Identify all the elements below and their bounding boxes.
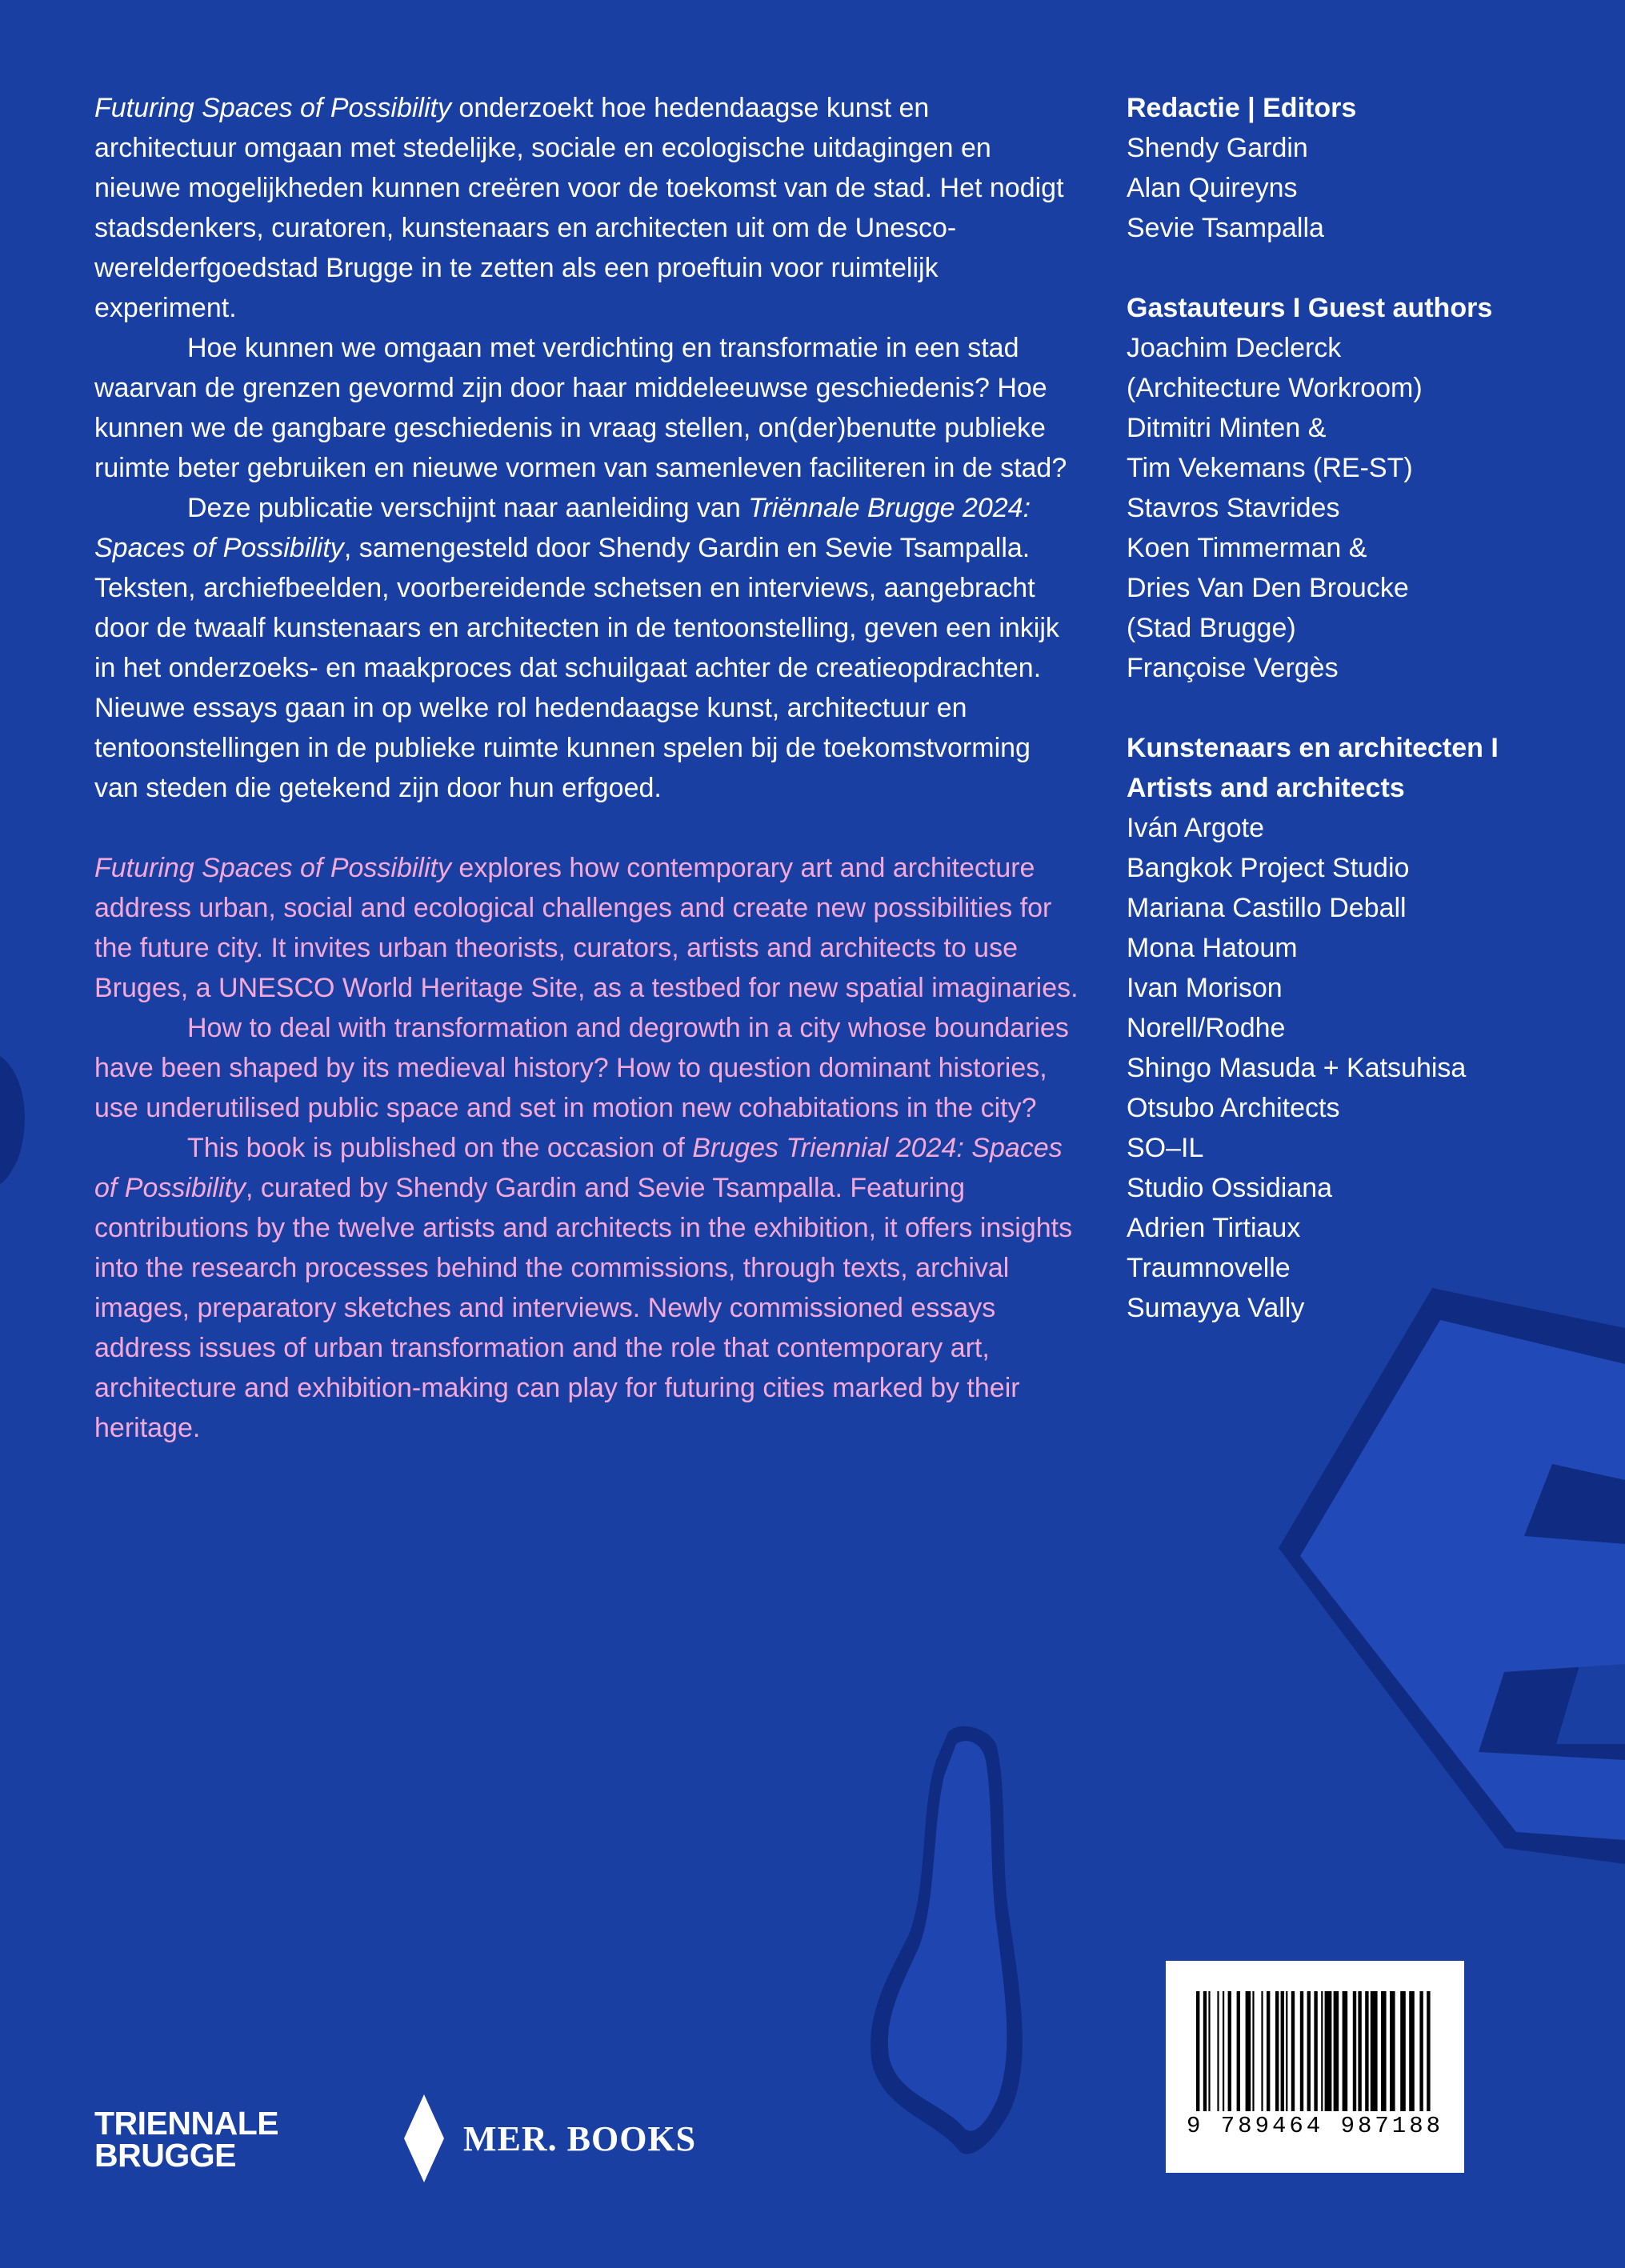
- barcode-bar: [1371, 1991, 1378, 2111]
- triennale-logo-line-2: BRUGGE: [94, 2137, 236, 2174]
- artist-line: Mona Hatoum: [1127, 933, 1298, 963]
- artist-line: Iván Argote: [1127, 813, 1265, 843]
- guest-author-line: Koen Timmerman &: [1127, 533, 1367, 563]
- barcode-bar: [1237, 1991, 1240, 2111]
- barcode-bar: [1261, 1991, 1263, 2111]
- english-paragraph-3: [94, 1128, 1079, 1448]
- artists-section: [1127, 728, 1591, 1328]
- artist-line: Norell/Rodhe: [1127, 1013, 1286, 1043]
- barcode-bar: [1307, 1991, 1311, 2111]
- barcode-bar: [1365, 1991, 1368, 2111]
- diamond-icon: [404, 2094, 444, 2182]
- barcode-bar: [1419, 1991, 1423, 2111]
- editors-section: [1127, 88, 1591, 248]
- barcode-bar: [1252, 1991, 1254, 2111]
- barcode-bar: [1409, 1991, 1415, 2111]
- blob-cutout-face: [888, 1741, 1007, 2131]
- dutch-text: [94, 88, 1079, 808]
- artists-heading-line-1: Kunstenaars en architecten I: [1127, 733, 1499, 763]
- artist-line: Ivan Morison: [1127, 973, 1283, 1003]
- guest-author-line: (Stad Brugge): [1127, 613, 1296, 643]
- artist-line: Studio Ossidiana: [1127, 1173, 1333, 1203]
- english-paragraph-2: How to deal with transformation and degrowth in a city whose boundaries have been shaped by its medieval history? How to question dominant histories, use underutilised public space and set in motion new cohabitations in the city?: [94, 1013, 1069, 1123]
- barcode-bar: [1267, 1991, 1270, 2111]
- barcode-bar: [1325, 1991, 1332, 2111]
- letter-cutout-face: [1300, 1320, 1625, 1840]
- english-text: [94, 848, 1079, 1448]
- artist-line: SO–IL: [1127, 1133, 1204, 1163]
- english-paragraph-1-text: explores how contemporary art and architecture address urban, social and ecological challenges and create new possibilities for the future city. It invites urban theorists, curators, artists and architects to use Bruges, a UNESCO World Heritage Site, as a testbed for new spatial imaginaries.: [94, 853, 1079, 1003]
- artist-line: Otsubo Architects: [1127, 1093, 1340, 1123]
- barcode-bar: [1291, 1991, 1295, 2111]
- barcode-bar: [1381, 1991, 1387, 2111]
- artist-line: Bangkok Project Studio: [1127, 853, 1410, 883]
- barcode-bar: [1208, 1991, 1210, 2111]
- barcode-bars: [1193, 1991, 1437, 2111]
- barcode-bar: [1358, 1991, 1361, 2111]
- guest-author-line: Françoise Vergès: [1127, 653, 1339, 683]
- dutch-exhibition-title: Triënnale Brugge 2024: Spaces of Possibility: [94, 493, 1031, 563]
- dutch-paragraph-3: [94, 488, 1079, 808]
- mer-books-logo: [404, 2094, 740, 2182]
- english-paragraph-1: [94, 848, 1079, 1008]
- guest-authors-heading: Gastauteurs I Guest authors: [1127, 293, 1493, 323]
- barcode-bar: [1281, 1991, 1284, 2111]
- barcode-bar: [1353, 1991, 1356, 2111]
- barcode: [1166, 1961, 1464, 2173]
- guest-author-line: Dries Van Den Broucke: [1127, 573, 1409, 603]
- barcode-bar: [1390, 1991, 1395, 2111]
- english-book-title: Futuring Spaces of Possibility: [94, 853, 451, 883]
- barcode-bar: [1217, 1991, 1219, 2111]
- guest-author-line: Joachim Declerck: [1127, 333, 1342, 363]
- dutch-paragraph-1: [94, 88, 1079, 328]
- editor-name: Alan Quireyns: [1127, 173, 1298, 203]
- english-paragraph-3-lead: This book is published on the occasion of: [187, 1133, 693, 1163]
- barcode-bar: [1275, 1991, 1279, 2111]
- barcode-bar: [1400, 1991, 1406, 2111]
- editor-name: Shendy Gardin: [1127, 133, 1308, 163]
- barcode-bar: [1334, 1991, 1339, 2111]
- triennale-brugge-logo: [94, 2105, 279, 2174]
- barcode-bar: [1286, 1991, 1287, 2111]
- guest-author-line: Tim Vekemans (RE-ST): [1127, 453, 1413, 483]
- credits-column: [1127, 88, 1591, 1368]
- guest-author-line: Ditmitri Minten &: [1127, 413, 1327, 443]
- left-edge-cutout-shape: [0, 1056, 25, 1184]
- barcode-bar: [1228, 1991, 1231, 2111]
- artist-line: Adrien Tirtiaux: [1127, 1213, 1301, 1243]
- dutch-paragraph-3-rest: , samengesteld door Shendy Gardin en Sevie Tsampalla. Teksten, archiefbeelden, voorbereidende schetsen en interviews, aangebracht door de twaalf kunstenaars en architecten in de tentoonstelling, geven een inkijk in het onderzoeks- en maakproces dat schuilgaat achter de creatieopdrachten. Nieuwe essays gaan in op welke rol hedendaagse kunst, architectuur en tentoonstellingen in de publieke ruimte kunnen spelen bij de toekomstvorming van steden die getekend zijn door hun erfgoed.: [94, 533, 1059, 803]
- artist-line: Shingo Masuda + Katsuhisa: [1127, 1053, 1467, 1083]
- barcode-bar: [1321, 1991, 1323, 2111]
- dutch-book-title: Futuring Spaces of Possibility: [94, 93, 451, 123]
- editor-name: Sevie Tsampalla: [1127, 213, 1324, 243]
- english-exhibition-title: Bruges Triennial 2024: Spaces of Possibility: [94, 1133, 1063, 1203]
- barcode-bar: [1427, 1991, 1430, 2111]
- barcode-bar: [1300, 1991, 1303, 2111]
- barcode-bar: [1196, 1991, 1199, 2111]
- dutch-paragraph-2: Hoe kunnen we omgaan met verdichting en transformatie in een stad waarvan de grenzen gevormd zijn door haar middeleeuwse geschiedenis? Hoe kunnen we de gangbare geschiedenis in vraag stellen, on(der)benutte publieke ruimte beter gebruiken en nieuwe vormen van samenleven faciliteren in de stad?: [94, 333, 1067, 483]
- artists-heading-line-2: Artists and architects: [1127, 773, 1405, 803]
- artists-heading: [1127, 728, 1591, 808]
- description-column: [94, 88, 1079, 1448]
- editors-heading: Redactie | Editors: [1127, 93, 1357, 123]
- barcode-bar: [1246, 1991, 1251, 2111]
- barcode-bar: [1314, 1991, 1317, 2111]
- publisher-name: MER. BOOKS: [463, 2119, 697, 2158]
- guest-authors-section: [1127, 288, 1591, 688]
- triennale-logo-line-1: TRIENNALE: [94, 2105, 279, 2142]
- barcode-bar: [1223, 1991, 1224, 2111]
- barcode-bar: [1203, 1991, 1207, 2111]
- english-paragraph-3-rest: , curated by Shendy Gardin and Sevie Tsampalla. Featuring contributions by the twelve artists and architects in the exhibition, it offers insights into the research processes behind the commissions, through texts, archival images, preparatory sketches and interviews. Newly commissioned essays address issues of urban transformation and the role that contemporary art, architecture and exhibition-making can play for futuring cities marked by their heritage.: [94, 1173, 1073, 1443]
- isbn-number: 9 789464 987188: [1186, 2113, 1444, 2139]
- dutch-paragraph-1-text: onderzoekt hoe hedendaagse kunst en architectuur omgaan met stedelijke, sociale en ecologische uitdagingen en nieuwe mogelijkheden kunnen creëren voor de toekomst van de stad. Het nodigt stadsdenkers, curatoren, kunstenaars en architecten uit om de Unesco-werelderfgoedstad Brugge in te zetten als een proeftuin voor ruimtelijk experiment.: [94, 93, 1064, 323]
- artist-line: Mariana Castillo Deball: [1127, 893, 1407, 923]
- artist-line: Sumayya Vally: [1127, 1293, 1305, 1323]
- guest-author-line: (Architecture Workroom): [1127, 373, 1423, 403]
- guest-author-line: Stavros Stavrides: [1127, 493, 1340, 523]
- barcode-bar: [1343, 1991, 1348, 2111]
- artist-line: Traumnovelle: [1127, 1253, 1291, 1283]
- dutch-paragraph-3-lead: Deze publicatie verschijnt naar aanleiding van: [187, 493, 749, 523]
